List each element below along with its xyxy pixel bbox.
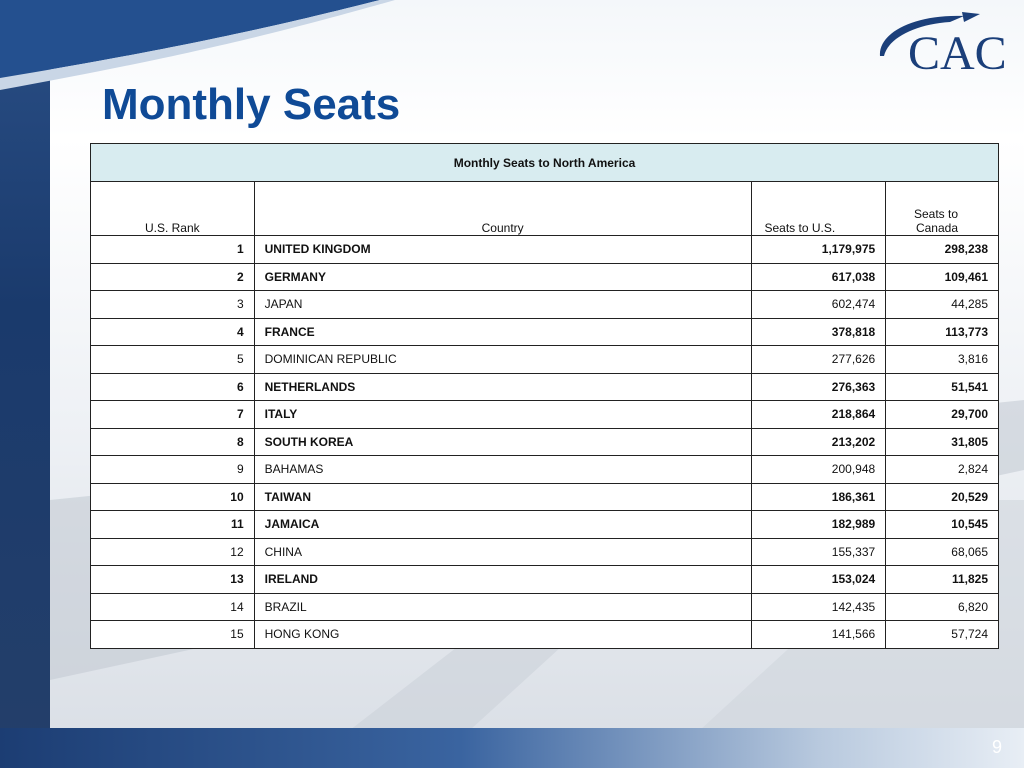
seats-canada-cell: 44,285 (886, 291, 999, 319)
table-row (91, 593, 999, 621)
country-cell: SOUTH KOREA (254, 428, 751, 456)
country-cell: BAHAMAS (254, 456, 751, 484)
table-row (91, 346, 999, 374)
rank-cell: 14 (91, 593, 255, 621)
table-caption: Monthly Seats to North America (91, 144, 999, 182)
table-row (91, 373, 999, 401)
bottom-background-band (0, 728, 1024, 768)
monthly-seats-table (90, 143, 999, 649)
column-header-seats-canada: Seats to Canada (886, 182, 999, 236)
rank-cell: 8 (91, 428, 255, 456)
rank-cell: 2 (91, 263, 255, 291)
table-row (91, 483, 999, 511)
rank-cell: 9 (91, 456, 255, 484)
table-row (91, 511, 999, 539)
country-cell: JAPAN (254, 291, 751, 319)
rank-cell: 3 (91, 291, 255, 319)
rank-cell: 11 (91, 511, 255, 539)
seats-us-cell: 200,948 (751, 456, 886, 484)
logo-text: CAC (908, 27, 1007, 80)
rank-cell: 6 (91, 373, 255, 401)
seats-us-cell: 617,038 (751, 263, 886, 291)
table-row (91, 621, 999, 649)
seats-canada-cell: 109,461 (886, 263, 999, 291)
seats-us-cell: 218,864 (751, 401, 886, 429)
table-row (91, 456, 999, 484)
slide-title: Monthly Seats (102, 80, 401, 129)
seats-us-cell: 155,337 (751, 538, 886, 566)
seats-us-cell: 277,626 (751, 346, 886, 374)
table-row (91, 291, 999, 319)
seats-canada-cell: 298,238 (886, 236, 999, 264)
country-cell: UNITED KINGDOM (254, 236, 751, 264)
seats-us-cell: 213,202 (751, 428, 886, 456)
seats-us-cell: 141,566 (751, 621, 886, 649)
seats-us-cell: 153,024 (751, 566, 886, 594)
seats-canada-cell: 2,824 (886, 456, 999, 484)
column-header-country: Country (254, 182, 751, 236)
country-cell: DOMINICAN REPUBLIC (254, 346, 751, 374)
table-row (91, 538, 999, 566)
rank-cell: 10 (91, 483, 255, 511)
seats-us-cell: 186,361 (751, 483, 886, 511)
left-background-band (0, 0, 50, 768)
table-row (91, 318, 999, 346)
country-cell: BRAZIL (254, 593, 751, 621)
table-row (91, 401, 999, 429)
seats-us-cell: 378,818 (751, 318, 886, 346)
seats-us-cell: 276,363 (751, 373, 886, 401)
country-cell: TAIWAN (254, 483, 751, 511)
seats-canada-cell: 6,820 (886, 593, 999, 621)
country-cell: FRANCE (254, 318, 751, 346)
seats-canada-cell: 57,724 (886, 621, 999, 649)
country-cell: CHINA (254, 538, 751, 566)
seats-canada-cell: 51,541 (886, 373, 999, 401)
country-cell: IRELAND (254, 566, 751, 594)
rank-cell: 4 (91, 318, 255, 346)
seats-us-cell: 602,474 (751, 291, 886, 319)
country-cell: HONG KONG (254, 621, 751, 649)
seats-us-cell: 1,179,975 (751, 236, 886, 264)
page-number: 9 (991, 737, 1002, 757)
table-row (91, 428, 999, 456)
seats-canada-cell: 3,816 (886, 346, 999, 374)
cac-logo (872, 8, 1012, 80)
seats-canada-cell: 113,773 (886, 318, 999, 346)
column-header-seats-us: Seats to U.S. (751, 182, 886, 236)
seats-canada-cell: 10,545 (886, 511, 999, 539)
seats-canada-cell: 20,529 (886, 483, 999, 511)
country-cell: ITALY (254, 401, 751, 429)
column-header-rank: U.S. Rank (91, 182, 255, 236)
country-cell: GERMANY (254, 263, 751, 291)
seats-canada-cell: 29,700 (886, 401, 999, 429)
seats-canada-cell: 11,825 (886, 566, 999, 594)
table-body (91, 236, 999, 649)
table-header-row (91, 182, 999, 236)
country-cell: JAMAICA (254, 511, 751, 539)
rank-cell: 7 (91, 401, 255, 429)
seats-us-cell: 182,989 (751, 511, 886, 539)
seats-us-cell: 142,435 (751, 593, 886, 621)
country-cell: NETHERLANDS (254, 373, 751, 401)
seats-canada-cell: 31,805 (886, 428, 999, 456)
rank-cell: 1 (91, 236, 255, 264)
rank-cell: 12 (91, 538, 255, 566)
table-row (91, 566, 999, 594)
seats-canada-cell: 68,065 (886, 538, 999, 566)
rank-cell: 15 (91, 621, 255, 649)
rank-cell: 5 (91, 346, 255, 374)
table-row (91, 236, 999, 264)
table-row (91, 263, 999, 291)
rank-cell: 13 (91, 566, 255, 594)
